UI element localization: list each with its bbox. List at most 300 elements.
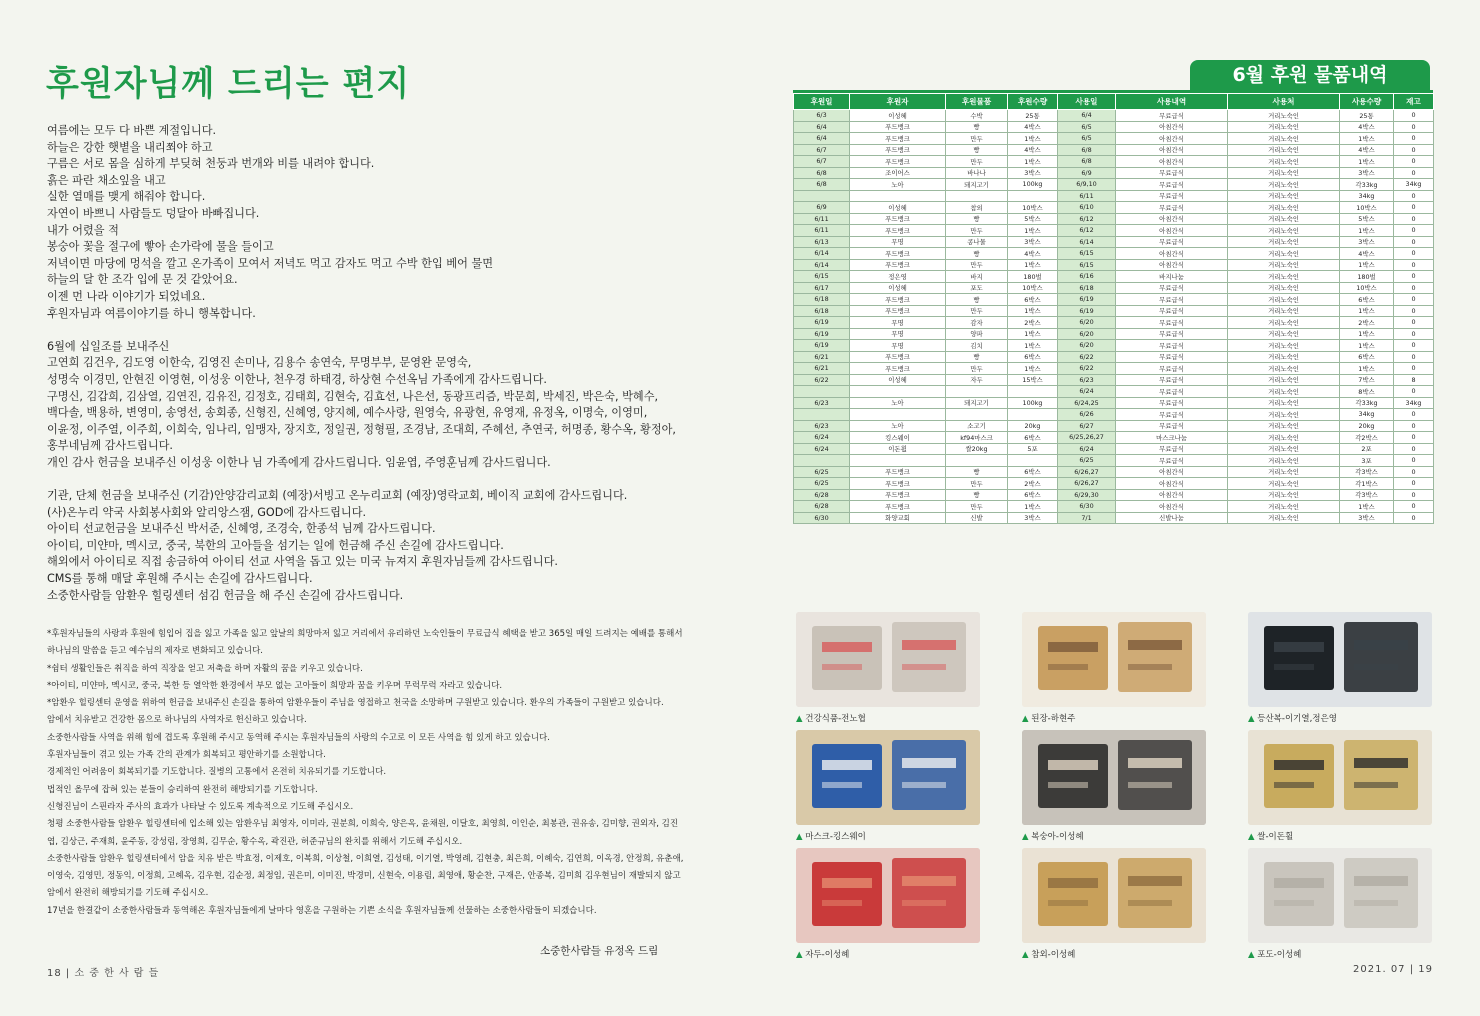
table-row bbox=[794, 167, 1434, 179]
table-cell bbox=[946, 409, 1008, 421]
table-cell: 0 bbox=[1394, 121, 1434, 133]
letter-line: 소중한사람들 암환우 힐링센터 섬김 헌금을 해 주신 손길에 감사드립니다. bbox=[47, 588, 404, 602]
table-cell: 0 bbox=[1394, 455, 1434, 467]
table-cell: 1박스 bbox=[1340, 225, 1394, 237]
table-cell bbox=[946, 386, 1008, 398]
table-cell: 34kg bbox=[1340, 190, 1394, 202]
photo-caption bbox=[796, 830, 980, 842]
table-cell: 6/20 bbox=[1058, 340, 1116, 352]
table-cell: 마스크나눔 bbox=[1116, 432, 1228, 444]
letter-line: 고연희 김건우, 김도영 이한숙, 김영진 손미나, 김용수 송연숙, 무명부부, 문영완 문영숙, bbox=[47, 356, 472, 370]
table-cell: 거리노숙인 bbox=[1228, 110, 1340, 122]
letter-paragraph bbox=[47, 339, 687, 472]
table-cell: 0 bbox=[1394, 478, 1434, 490]
table-cell: 푸드뱅크 bbox=[850, 294, 946, 306]
table-row bbox=[794, 294, 1434, 306]
table-cell: 6박스 bbox=[1340, 294, 1394, 306]
table-cell: 무명 bbox=[850, 236, 946, 248]
table-cell: 거리노숙인 bbox=[1228, 190, 1340, 202]
table-cell: 6/5 bbox=[1058, 133, 1116, 145]
table-cell: 180벌 bbox=[1008, 271, 1058, 283]
table-cell: 아침간식 bbox=[1116, 225, 1228, 237]
table-cell: 0 bbox=[1394, 156, 1434, 168]
table-cell: 10박스 bbox=[1340, 202, 1394, 214]
table-body bbox=[794, 110, 1434, 524]
table-cell: 만두 bbox=[946, 225, 1008, 237]
table-cell: 빵 bbox=[946, 248, 1008, 260]
table-cell: 거리노숙인 bbox=[1228, 489, 1340, 501]
table-cell: 6/5 bbox=[1058, 121, 1116, 133]
table-cell: 0 bbox=[1394, 328, 1434, 340]
triangle-bullet-icon: ▲ bbox=[1248, 950, 1258, 960]
table-cell: 만두 bbox=[946, 501, 1008, 513]
column-header: 후원일 bbox=[794, 94, 850, 110]
table-cell: 0 bbox=[1394, 248, 1434, 260]
table-cell: 25통 bbox=[1340, 110, 1394, 122]
table-cell: 20kg bbox=[1008, 420, 1058, 432]
caption-text: 건강식품-전노협 bbox=[805, 714, 866, 724]
table-cell: 6/11 bbox=[794, 225, 850, 237]
table-cell: 6/22 bbox=[794, 374, 850, 386]
table-cell bbox=[794, 455, 850, 467]
table-cell: 거리노숙인 bbox=[1228, 478, 1340, 490]
table-row bbox=[794, 202, 1434, 214]
table-header-row bbox=[794, 94, 1434, 110]
table-cell bbox=[946, 455, 1008, 467]
table-cell: 4박스 bbox=[1340, 121, 1394, 133]
table-cell: 푸드뱅크 bbox=[850, 351, 946, 363]
table-cell: 6/10 bbox=[1058, 202, 1116, 214]
letter-line: 봉숭아 꽃을 절구에 빻아 손가락에 물을 들이고 bbox=[47, 240, 274, 254]
table-row bbox=[794, 363, 1434, 375]
table-cell: 6/11 bbox=[794, 213, 850, 225]
peach-boxes-photo bbox=[1022, 730, 1206, 825]
table-cell: 6/9,10 bbox=[1058, 179, 1116, 191]
table-cell: 거리노숙인 bbox=[1228, 236, 1340, 248]
table-cell: 각3박스 bbox=[1340, 466, 1394, 478]
table-cell: 무료급식 bbox=[1116, 374, 1228, 386]
table-cell: 6/25 bbox=[1058, 455, 1116, 467]
letter-line: 구름은 서로 몸을 심하게 부딪혀 천둥과 번개와 비를 내려야 합니다. bbox=[47, 157, 375, 171]
table-row bbox=[794, 409, 1434, 421]
table-cell: 0 bbox=[1394, 225, 1434, 237]
triangle-bullet-icon: ▲ bbox=[1022, 950, 1032, 960]
table-cell: 아침간식 bbox=[1116, 133, 1228, 145]
table-cell: 6/14 bbox=[794, 259, 850, 271]
table-cell: 6/19 bbox=[1058, 305, 1116, 317]
letter-line: 여름에는 모두 다 바쁜 계절입니다. bbox=[47, 124, 217, 137]
table-cell: 거리노숙인 bbox=[1228, 340, 1340, 352]
table-cell: 아침간식 bbox=[1116, 156, 1228, 168]
table-cell: 3박스 bbox=[1340, 236, 1394, 248]
table-cell: 6/11 bbox=[1058, 190, 1116, 202]
table-cell: 거리노숙인 bbox=[1228, 420, 1340, 432]
table-cell: 6/15 bbox=[1058, 259, 1116, 271]
table-cell: 포도 bbox=[946, 282, 1008, 294]
table-row bbox=[794, 144, 1434, 156]
triangle-bullet-icon: ▲ bbox=[1022, 832, 1032, 842]
table-cell: 거리노숙인 bbox=[1228, 179, 1340, 191]
table-row bbox=[794, 282, 1434, 294]
table-row bbox=[794, 179, 1434, 191]
letter-body bbox=[47, 123, 687, 621]
page-title: 후원자님께 드리는 편지 bbox=[46, 64, 411, 104]
table-cell: 푸드뱅크 bbox=[850, 259, 946, 271]
table-cell: 6/22 bbox=[1058, 351, 1116, 363]
table-cell: 6/19 bbox=[794, 328, 850, 340]
table-cell: 1박스 bbox=[1008, 133, 1058, 145]
letter-line: 아이티, 미얀마, 멕시코, 중국, 북한의 고아들을 섬기는 일에 헌금해 주신 손길에 감사드립니다. bbox=[47, 538, 504, 552]
table-cell: 6박스 bbox=[1340, 351, 1394, 363]
table-cell: 푸드뱅크 bbox=[850, 466, 946, 478]
table-cell: 0 bbox=[1394, 340, 1434, 352]
table-cell: 4박스 bbox=[1008, 144, 1058, 156]
table-cell: 쌀20kg bbox=[946, 443, 1008, 455]
table-cell bbox=[850, 190, 946, 202]
table-cell: 6박스 bbox=[1008, 466, 1058, 478]
table-cell: 거리노숙인 bbox=[1228, 156, 1340, 168]
table-cell: 1박스 bbox=[1340, 328, 1394, 340]
table-cell: 아침간식 bbox=[1116, 144, 1228, 156]
table-cell: 무료급식 bbox=[1116, 202, 1228, 214]
grape-boxes-photo bbox=[1248, 848, 1432, 943]
photo-caption bbox=[796, 712, 980, 724]
letter-line: 구명신, 김갑희, 김삼열, 김연진, 김유진, 김정호, 김태희, 김현숙, 김효선, 나은선, 동광프리즘, 박문희, 박세진, 박은숙, 박혜수, bbox=[47, 389, 659, 403]
photo-item bbox=[1248, 612, 1432, 724]
table-cell: 3박스 bbox=[1340, 167, 1394, 179]
note-line: 소중한사람들 암환우 힐링센터에서 암을 치유 받은 박효정, 이제호, 이복희, 이상철, 이희열, 김성태, 이기열, 박영례, 김현충, 최은희, 이혜숙, 김연희, 이옥경, 안정희, 유춘애, 이영숙, 김영민, 정동익, 이정희, 고혜옥, 김우현, 김순정, 최정임, 권은미, 이미진, 박경미, 신현숙, 이용림, 최영애, 황순찬, 구재은, 안종복, 김미희 김우현님이 재발되지 않고 암에서 완전히 해방되기를 기도해 주십시오. bbox=[47, 853, 684, 899]
table-cell: 바지나눔 bbox=[1116, 271, 1228, 283]
table-cell: 1박스 bbox=[1008, 305, 1058, 317]
table-row bbox=[794, 386, 1434, 398]
table-cell: 0 bbox=[1394, 110, 1434, 122]
table-cell: 소고기 bbox=[946, 420, 1008, 432]
table-cell: 거리노숙인 bbox=[1228, 259, 1340, 271]
note-line: *아이티, 미얀마, 멕시코, 중국, 북한 등 열악한 환경에서 부모 없는 고아들이 희망과 꿈을 키우며 무럭무럭 자라고 있습니다. bbox=[47, 680, 503, 691]
signature: 소중한사람들 유정옥 드림 bbox=[540, 945, 659, 957]
table-cell: 6/29,30 bbox=[1058, 489, 1116, 501]
column-header: 후원물품 bbox=[946, 94, 1008, 110]
note-line: 후원자님들이 겪고 있는 가족 간의 관계가 회복되고 평안하기를 소원합니다. bbox=[47, 750, 326, 761]
table-cell: 거리노숙인 bbox=[1228, 317, 1340, 329]
table-cell: 0 bbox=[1394, 363, 1434, 375]
table-cell: 6/14 bbox=[794, 248, 850, 260]
caption-text: 참외-이성혜 bbox=[1031, 950, 1076, 960]
table-cell: 각1박스 bbox=[1340, 478, 1394, 490]
table-cell: 아침간식 bbox=[1116, 213, 1228, 225]
table-row bbox=[794, 259, 1434, 271]
table-cell: 8 bbox=[1394, 374, 1434, 386]
table-cell: 6/12 bbox=[1058, 225, 1116, 237]
table-cell: 5박스 bbox=[1340, 213, 1394, 225]
table-row bbox=[794, 420, 1434, 432]
table-cell: 거리노숙인 bbox=[1228, 133, 1340, 145]
table-cell: 6/18 bbox=[794, 305, 850, 317]
table-cell: 무료급식 bbox=[1116, 340, 1228, 352]
table-cell: 거리노숙인 bbox=[1228, 202, 1340, 214]
letter-line: 홍부네님께 감사드립니다. bbox=[47, 439, 173, 453]
table-cell: 6/16 bbox=[1058, 271, 1116, 283]
table-cell: 무료급식 bbox=[1116, 351, 1228, 363]
table-cell: 20kg bbox=[1340, 420, 1394, 432]
health-food-boxes-photo bbox=[796, 612, 980, 707]
photo-item bbox=[796, 612, 980, 724]
table-cell: 거리노숙인 bbox=[1228, 409, 1340, 421]
letter-line: 이젠 먼 나라 이야기가 되었네요. bbox=[47, 289, 206, 303]
table-cell bbox=[1008, 409, 1058, 421]
table-cell: 푸드뱅크 bbox=[850, 144, 946, 156]
table-cell: 1박스 bbox=[1340, 363, 1394, 375]
photo-item bbox=[1022, 612, 1206, 724]
table-cell: 6/26 bbox=[1058, 409, 1116, 421]
table-row bbox=[794, 432, 1434, 444]
table-cell: 빵 bbox=[946, 213, 1008, 225]
photo-caption bbox=[1022, 948, 1206, 960]
table-cell: 6박스 bbox=[1008, 432, 1058, 444]
table-cell: 3박스 bbox=[1008, 236, 1058, 248]
table-row bbox=[794, 133, 1434, 145]
table-row bbox=[794, 397, 1434, 409]
table-cell: 6/23 bbox=[1058, 374, 1116, 386]
melon-boxes-photo bbox=[1022, 848, 1206, 943]
table-cell: 0 bbox=[1394, 213, 1434, 225]
table-cell: 거리노숙인 bbox=[1228, 213, 1340, 225]
table-cell: 자두 bbox=[946, 374, 1008, 386]
table-cell: 거리노숙인 bbox=[1228, 328, 1340, 340]
table-cell: 정은영 bbox=[850, 271, 946, 283]
table-cell: 6/25 bbox=[794, 478, 850, 490]
table-cell: 거리노숙인 bbox=[1228, 386, 1340, 398]
table-cell: 0 bbox=[1394, 190, 1434, 202]
table-cell: 거리노숙인 bbox=[1228, 374, 1340, 386]
table-cell: 6/4 bbox=[794, 121, 850, 133]
table-cell: 6/7 bbox=[794, 144, 850, 156]
table-cell: 6/13 bbox=[794, 236, 850, 248]
table-cell: 0 bbox=[1394, 386, 1434, 398]
letter-line: 아이티 선교헌금을 보내주신 박서준, 신혜영, 조경숙, 한종석 님께 감사드립니다. bbox=[47, 522, 436, 536]
table-cell: 이성혜 bbox=[850, 110, 946, 122]
table-cell: 감자 bbox=[946, 317, 1008, 329]
table-cell: 1박스 bbox=[1008, 225, 1058, 237]
letter-line: (사)온누리 약국 사회봉사회와 알리앙스잼, GOD에 감사드립니다. bbox=[47, 505, 367, 519]
table-cell: 무료급식 bbox=[1116, 305, 1228, 317]
table-cell: 6/22 bbox=[1058, 363, 1116, 375]
letter-line: 성명숙 이경민, 안현진 이영현, 이성웅 이한나, 천우경 하태경, 하상현 수선옥님 가족에게 감사드립니다. bbox=[47, 372, 547, 386]
table-cell: 거리노숙인 bbox=[1228, 351, 1340, 363]
photo-caption bbox=[1022, 712, 1206, 724]
table-cell: 6/30 bbox=[794, 512, 850, 524]
prayer-notes bbox=[47, 626, 687, 920]
table-cell: 6/26,27 bbox=[1058, 466, 1116, 478]
table-cell: 6/4 bbox=[794, 133, 850, 145]
table-cell: 0 bbox=[1394, 501, 1434, 513]
photo-item bbox=[1022, 848, 1206, 960]
plum-boxes-photo bbox=[796, 848, 980, 943]
table-cell: 바나나 bbox=[946, 167, 1008, 179]
table-cell: 1박스 bbox=[1340, 305, 1394, 317]
photo-item bbox=[1022, 730, 1206, 842]
column-header: 사용수량 bbox=[1340, 94, 1394, 110]
table-row bbox=[794, 328, 1434, 340]
table-cell: 1박스 bbox=[1340, 259, 1394, 271]
table-cell: 6/15 bbox=[1058, 248, 1116, 260]
table-cell: 푸드뱅크 bbox=[850, 248, 946, 260]
letter-line: 자연이 바쁘니 사람들도 덩달아 바빠집니다. bbox=[47, 206, 260, 220]
table-cell: 6/9 bbox=[1058, 167, 1116, 179]
table-cell: 거리노숙인 bbox=[1228, 455, 1340, 467]
table-cell: 3포 bbox=[1340, 455, 1394, 467]
table-cell: 6박스 bbox=[1008, 489, 1058, 501]
caption-text: 복숭아-이성혜 bbox=[1031, 832, 1084, 842]
table-cell: 푸드뱅크 bbox=[850, 121, 946, 133]
footer-page-number-right: 2021. 07 | 19 bbox=[1353, 964, 1433, 975]
table-cell: 0 bbox=[1394, 271, 1434, 283]
table-cell: 6/19 bbox=[1058, 294, 1116, 306]
table-row bbox=[794, 248, 1434, 260]
note-line: 신형진님이 스핀라자 주사의 효과가 나타날 수 있도록 계속적으로 기도해 주십시오. bbox=[47, 801, 354, 812]
table-cell: 노아 bbox=[850, 420, 946, 432]
note-line: 암에서 치유받고 건강한 몸으로 하나님의 사역자로 헌신하고 있습니다. bbox=[47, 715, 307, 726]
right-page bbox=[740, 0, 1480, 1016]
table-cell: 1박스 bbox=[1008, 156, 1058, 168]
table-cell: 만두 bbox=[946, 363, 1008, 375]
note-line: 법적인 올무에 잡혀 있는 분들이 승리하여 완전히 해방되기를 기도합니다. bbox=[47, 784, 318, 795]
caption-text: 된장-하현주 bbox=[1031, 714, 1076, 724]
table-row bbox=[794, 317, 1434, 329]
table-cell: 거리노숙인 bbox=[1228, 248, 1340, 260]
table-cell: 6/21 bbox=[794, 351, 850, 363]
table-cell: 양파 bbox=[946, 328, 1008, 340]
table-cell: 무료급식 bbox=[1116, 386, 1228, 398]
table-cell: 무료급식 bbox=[1116, 236, 1228, 248]
table-cell: 무명 bbox=[850, 328, 946, 340]
table-cell: 4박스 bbox=[1340, 144, 1394, 156]
table-cell: 1박스 bbox=[1008, 501, 1058, 513]
mask-boxes-photo bbox=[796, 730, 980, 825]
table-cell: 6/23 bbox=[794, 420, 850, 432]
table-cell bbox=[850, 386, 946, 398]
table-cell: 0 bbox=[1394, 420, 1434, 432]
table-cell: 콩나물 bbox=[946, 236, 1008, 248]
caption-text: 포도-이성혜 bbox=[1257, 950, 1302, 960]
column-header: 후원자 bbox=[850, 94, 946, 110]
photo-item bbox=[796, 730, 980, 842]
table-cell: 거리노숙인 bbox=[1228, 121, 1340, 133]
table-cell: 100kg bbox=[1008, 179, 1058, 191]
table-cell: 만두 bbox=[946, 156, 1008, 168]
table-cell: 5포 bbox=[1008, 443, 1058, 455]
table-cell: 만두 bbox=[946, 305, 1008, 317]
table-row bbox=[794, 213, 1434, 225]
table-cell: 김치 bbox=[946, 340, 1008, 352]
table-cell: 0 bbox=[1394, 236, 1434, 248]
letter-paragraph bbox=[47, 488, 687, 604]
triangle-bullet-icon: ▲ bbox=[1022, 714, 1032, 724]
note-line: *쉼터 생활인들은 취직을 하여 직장을 얻고 저축을 하며 자활의 꿈을 키우고 있습니다. bbox=[47, 663, 363, 674]
letter-line: 흙은 파란 채소잎을 내고 bbox=[47, 173, 166, 187]
note-line: 소중한사람들 사역을 위해 힘에 겹도록 후원해 주시고 동역해 주시는 후원자님들의 사랑의 수고로 이 모든 사역을 힘 있게 하고 있습니다. bbox=[47, 732, 550, 743]
table-row bbox=[794, 271, 1434, 283]
table-cell: 무료급식 bbox=[1116, 409, 1228, 421]
table-cell: 4박스 bbox=[1008, 248, 1058, 260]
photo-item bbox=[1248, 848, 1432, 960]
table-cell: 거리노숙인 bbox=[1228, 167, 1340, 179]
table-cell: 1박스 bbox=[1340, 501, 1394, 513]
table-cell: 6/7 bbox=[794, 156, 850, 168]
table-cell: 푸드뱅크 bbox=[850, 156, 946, 168]
table-row bbox=[794, 374, 1434, 386]
table-cell: 아침간식 bbox=[1116, 501, 1228, 513]
table-cell: 0 bbox=[1394, 466, 1434, 478]
table-cell: 6/8 bbox=[794, 167, 850, 179]
table-cell: 푸드뱅크 bbox=[850, 489, 946, 501]
table-cell: 거리노숙인 bbox=[1228, 466, 1340, 478]
note-line: *후원자님들의 사랑과 후원에 힘입어 집을 잃고 가족을 잃고 앞날의 희망마저 잃고 거리에서 유리하던 노숙인들이 무료급식 혜택을 받고 365일 매일 드려지는 예배를 통해서 하나님의 말씀을 듣고 예수님의 제자로 변화되고 있습니다. bbox=[47, 629, 683, 657]
table-cell: 무료급식 bbox=[1116, 110, 1228, 122]
caption-text: 쌀-이돈휠 bbox=[1257, 832, 1294, 842]
table-cell: 빵 bbox=[946, 489, 1008, 501]
table-cell: 빵 bbox=[946, 144, 1008, 156]
table-cell: 100kg bbox=[1008, 397, 1058, 409]
table-cell: 푸드뱅크 bbox=[850, 478, 946, 490]
table-cell: 6/3 bbox=[794, 110, 850, 122]
photo-caption bbox=[1248, 948, 1432, 960]
table-cell: 아침간식 bbox=[1116, 466, 1228, 478]
table-cell: 조이어스 bbox=[850, 167, 946, 179]
table-cell: 무료급식 bbox=[1116, 294, 1228, 306]
caption-text: 마스크-킹스웨이 bbox=[805, 832, 866, 842]
table-cell: 6/9 bbox=[794, 202, 850, 214]
table-cell: 수박 bbox=[946, 110, 1008, 122]
table-row bbox=[794, 455, 1434, 467]
table-cell: 푸드뱅크 bbox=[850, 501, 946, 513]
table-cell: 1박스 bbox=[1340, 133, 1394, 145]
letter-line: 저녁이면 마당에 멍석을 깔고 온가족이 모여서 저녁도 먹고 감자도 먹고 수박 한입 베어 물면 bbox=[47, 256, 494, 270]
column-header: 후원수량 bbox=[1008, 94, 1058, 110]
triangle-bullet-icon: ▲ bbox=[796, 832, 806, 842]
table-cell bbox=[946, 190, 1008, 202]
table-cell: 0 bbox=[1394, 432, 1434, 444]
table-cell: 0 bbox=[1394, 144, 1434, 156]
table-cell: 무료급식 bbox=[1116, 328, 1228, 340]
table-cell: 6/23 bbox=[794, 397, 850, 409]
table-cell: 1박스 bbox=[1008, 259, 1058, 271]
column-header: 재고 bbox=[1394, 94, 1434, 110]
photo-caption bbox=[1248, 712, 1432, 724]
table-cell: 3박스 bbox=[1008, 167, 1058, 179]
table-row bbox=[794, 156, 1434, 168]
table-cell: 무명 bbox=[850, 317, 946, 329]
letter-paragraph bbox=[47, 123, 687, 322]
table-cell: 180벌 bbox=[1340, 271, 1394, 283]
letter-line: 백다솔, 백용하, 변영미, 송영선, 송회종, 신형진, 신혜영, 양지혜, 예수사랑, 원영숙, 유광현, 유영재, 유정옥, 이명숙, 이영미, bbox=[47, 406, 648, 420]
table-cell: 각3박스 bbox=[1340, 489, 1394, 501]
table-cell: 6/20 bbox=[1058, 317, 1116, 329]
table-cell: 빵 bbox=[946, 294, 1008, 306]
letter-line: 실한 열매를 맺게 해줘야 합니다. bbox=[47, 190, 206, 204]
letter-line: 내가 어렸을 적 bbox=[47, 223, 119, 237]
table-cell: 0 bbox=[1394, 202, 1434, 214]
table-cell bbox=[1008, 455, 1058, 467]
table-cell: 1박스 bbox=[1340, 156, 1394, 168]
table-cell: 무료급식 bbox=[1116, 167, 1228, 179]
table-cell: 4박스 bbox=[1008, 121, 1058, 133]
table-cell: 0 bbox=[1394, 167, 1434, 179]
photo-caption bbox=[796, 948, 980, 960]
letter-line: 하늘의 달 한 조각 입에 문 것 같았어요. bbox=[47, 273, 238, 287]
table-cell: 2박스 bbox=[1340, 317, 1394, 329]
table-cell bbox=[1008, 386, 1058, 398]
